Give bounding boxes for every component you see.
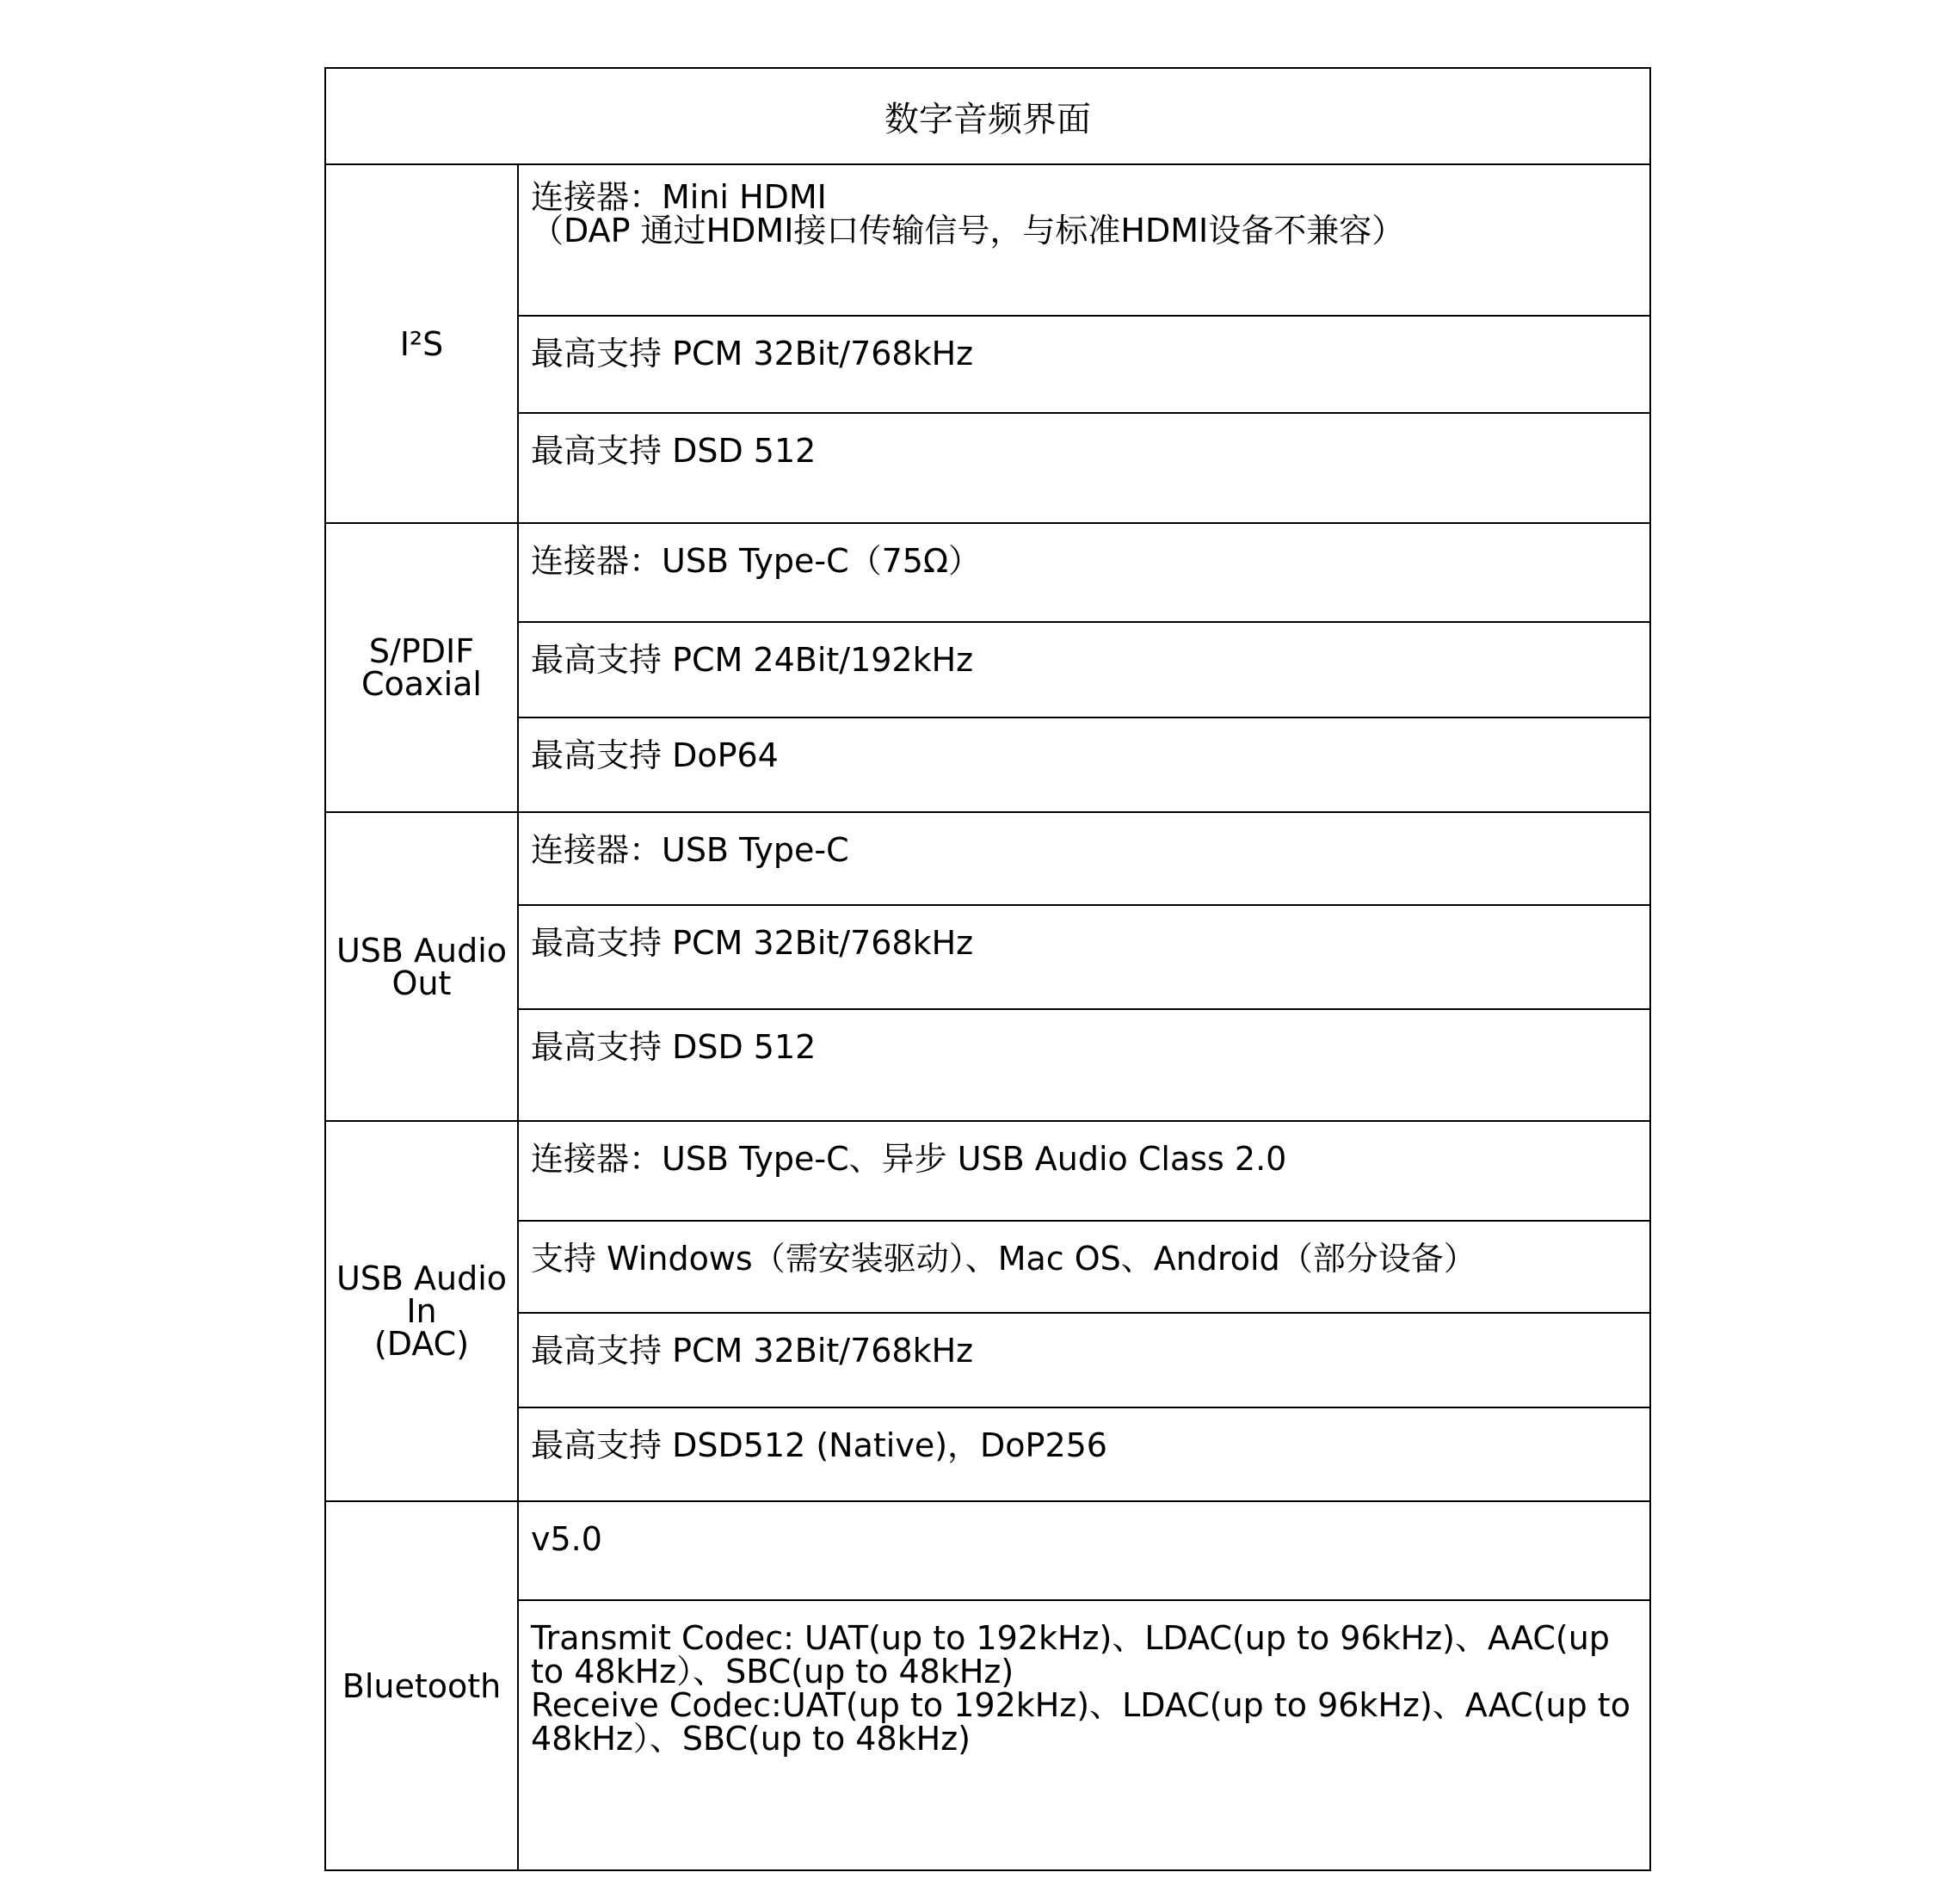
- table-row: [325, 316, 1650, 413]
- table-title: 数字音频界面: [325, 68, 1650, 164]
- spec-value: 最高支持 DSD 512: [518, 1009, 1650, 1121]
- group-label-text: S/PDIF Coaxial: [361, 632, 482, 703]
- table-row: [325, 523, 1650, 622]
- table-row: [325, 717, 1650, 812]
- table-row: [325, 1600, 1650, 1870]
- spec-value: v5.0: [518, 1501, 1650, 1600]
- table-row: [325, 1009, 1650, 1121]
- table-row: [325, 1407, 1650, 1501]
- table-row: [325, 413, 1650, 523]
- spec-value: 最高支持 PCM 32Bit/768kHz: [518, 1313, 1650, 1407]
- group-label-usb-audio-in: [325, 1121, 518, 1501]
- group-label-text: Bluetooth: [342, 1666, 502, 1705]
- table-row: [325, 1313, 1650, 1407]
- table-row: [325, 812, 1650, 905]
- group-label-text: USB Audio In (DAC): [336, 1259, 508, 1363]
- spec-value: 连接器：USB Type-C: [518, 812, 1650, 905]
- spec-value: 最高支持 DSD 512: [518, 413, 1650, 523]
- spec-value: 连接器：USB Type-C、异步 USB Audio Class 2.0: [518, 1121, 1650, 1221]
- spec-value: 最高支持 PCM 24Bit/192kHz: [518, 622, 1650, 717]
- spec-value: 最高支持 DoP64: [518, 717, 1650, 812]
- table-row: [325, 905, 1650, 1009]
- spec-value: 最高支持 PCM 32Bit/768kHz: [518, 316, 1650, 413]
- table-row: [325, 164, 1650, 316]
- spec-value: 连接器：Mini HDMI （DAP 通过HDMI接口传输信号，与标准HDMI设备不兼容）: [518, 164, 1650, 316]
- group-label-text: I²S: [399, 324, 444, 363]
- spec-value: 支持 Windows（需安装驱动）、Mac OS、Android（部分设备）: [518, 1221, 1650, 1313]
- spec-value: 最高支持 PCM 32Bit/768kHz: [518, 905, 1650, 1009]
- group-label-usb-audio-out: [325, 812, 518, 1121]
- spec-value: 连接器：USB Type-C（75Ω）: [518, 523, 1650, 622]
- spec-value: Transmit Codec: UAT(up to 192kHz)、LDAC(up to 96kHz)、AAC(up to 48kHz）、SBC(up to 48kHz) Receive Codec:UAT(up to 192kHz)、LDAC(up to 96kHz)、AAC(up to 48kHz）、SBC(up to 48kHz): [518, 1600, 1650, 1870]
- table-title-row: [325, 68, 1650, 164]
- digital-audio-spec-table: [324, 67, 1651, 1871]
- table-row: [325, 1121, 1650, 1221]
- group-label-i2s: [325, 164, 518, 523]
- table-row: [325, 1221, 1650, 1313]
- spec-value: 最高支持 DSD512 (Native)，DoP256: [518, 1407, 1650, 1501]
- table-row: [325, 622, 1650, 717]
- group-label-text: USB Audio Out: [336, 931, 508, 1002]
- table-row: [325, 1501, 1650, 1600]
- group-label-bluetooth: [325, 1501, 518, 1870]
- group-label-spdif: [325, 523, 518, 812]
